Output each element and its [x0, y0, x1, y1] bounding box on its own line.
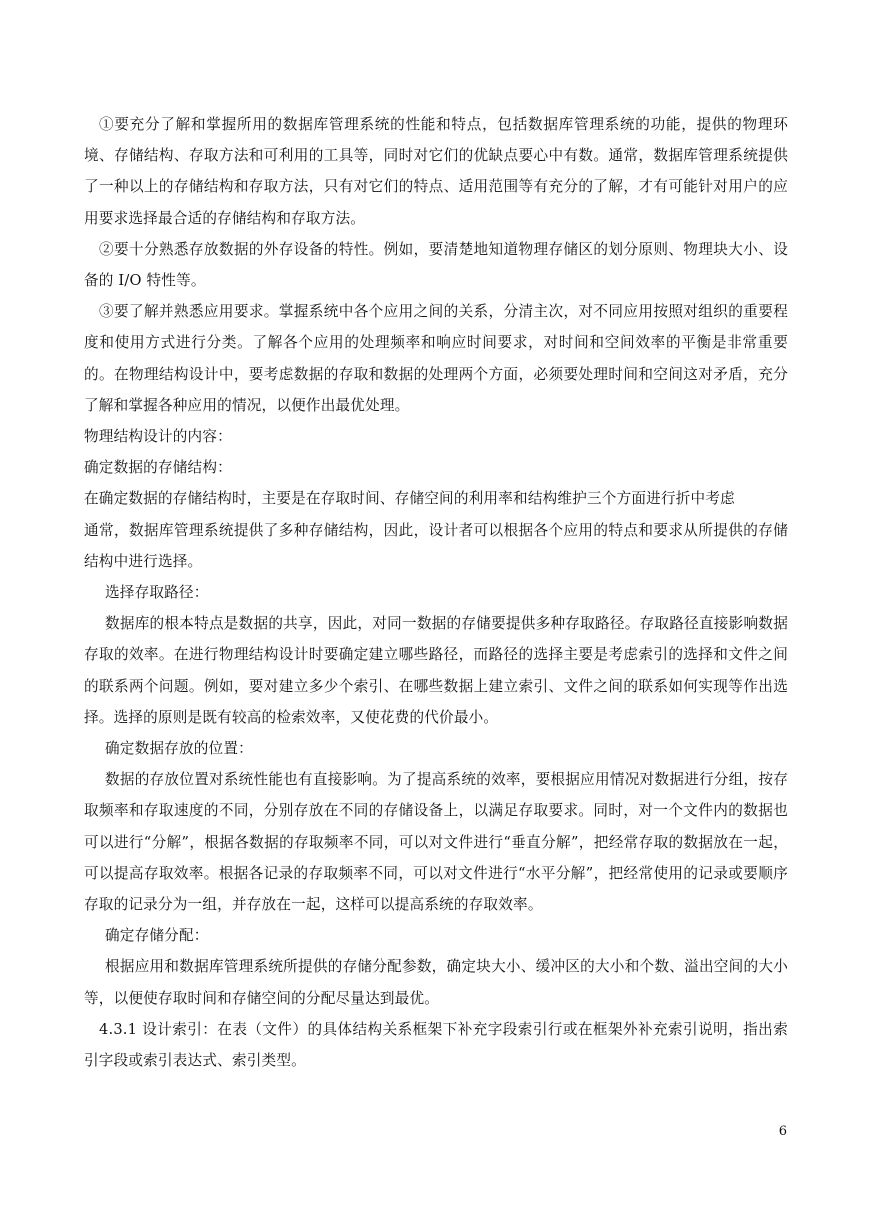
- paragraph-storage-choice: 通常，数据库管理系统提供了多种存储结构，因此，设计者可以根据各个应用的特点和要求从所提供的存储结构中进行选择。: [84, 521, 788, 570]
- paragraph-dbms-features: ①要充分了解和掌握所用的数据库管理系统的性能和特点，包括数据库管理系统的功能，提供的物理环境、存储结构、存取方法和可利用的工具等，同时对它们的优缺点要心中有数。通常，数据库管理系统提供了一种以上的存储结构和存取方法，只有对它们的特点、适用范围等有充分的了解，才有可能针对用户的应用要求选择最合适的存储结构和存取方法。: [84, 116, 788, 227]
- paragraph-data-location: 数据的存放位置对系统性能也有直接影响。为了提高系统的效率，要根据应用情况对数据进行分组，按存取频率和存取速度的不同，分别存放在不同的存储设备上，以满足存取要求。同时，对一个文件内的数据也可以进行“分解”，根据各数据的存取频率不同，可以对文件进行“垂直分解”，把经常存取的数据放在一起，可以提高存取效率。根据各记录的存取频率不同，可以对文件进行“水平分解”，把经常使用的记录或要顺序存取的记录分为一组，并存放在一起，这样可以提高系统的存取效率。: [84, 771, 788, 914]
- paragraph-storage-allocation: 根据应用和数据库管理系统所提供的存储分配参数，确定块大小、缓冲区的大小和个数、溢出空间的大小等，以便使存取时间和存储空间的分配尽量达到最优。: [84, 958, 788, 1007]
- body-text: [84, 109, 788, 1076]
- heading-data-location: 确定数据存放的位置：: [105, 740, 253, 758]
- paragraph-storage-devices: ②要十分熟悉存放数据的外存设备的特性。例如，要清楚地知道物理存储区的划分原则、物理块大小、设备的 I/O 特性等。: [84, 240, 788, 290]
- paragraph-access-path: 数据库的根本特点是数据的共享，因此，对同一数据的存储要提供多种存取路径。存取路径直接影响数据存取的效率。在进行物理结构设计时要确定建立哪些路径，而路径的选择主要是考虑索引的选择和文件之间的联系两个问题。例如，要对建立多少个索引、在哪些数据上建立索引、文件之间的联系如何实现等作出选择。选择的原则是既有较高的检索效率，又使花费的代价最小。: [84, 615, 788, 726]
- paragraph-application-requirements: ③要了解并熟悉应用要求。掌握系统中各个应用之间的关系，分清主次，对不同应用按照对组织的重要程度和使用方式进行分类。了解各个应用的处理频率和响应时间要求，对时间和空间效率的平衡是非常重要的。在物理结构设计中，要考虑数据的存取和数据的处理两个方面，必须要处理时间和空间这对矛盾，充分了解和掌握各种应用的情况，以便作出最优处理。: [84, 303, 788, 414]
- paragraph-index-design: 4.3.1 设计索引：在表（文件）的具体结构关系框架下补充字段索引行或在框架外补充索引说明，指出索引字段或索引表达式、索引类型。: [84, 1020, 788, 1070]
- heading-storage-structure: 确定数据的存储结构：: [84, 459, 232, 477]
- page-number: 6: [778, 1124, 787, 1139]
- paragraph-storage-tradeoff: 在确定数据的存储结构时，主要是在存取时间、存储空间的利用率和结构维护三个方面进行折中考虑: [84, 490, 735, 508]
- heading-access-path: 选择存取路径：: [105, 584, 209, 602]
- heading-physical-design-content: 物理结构设计的内容：: [84, 428, 232, 446]
- heading-storage-allocation: 确定存储分配：: [105, 927, 209, 945]
